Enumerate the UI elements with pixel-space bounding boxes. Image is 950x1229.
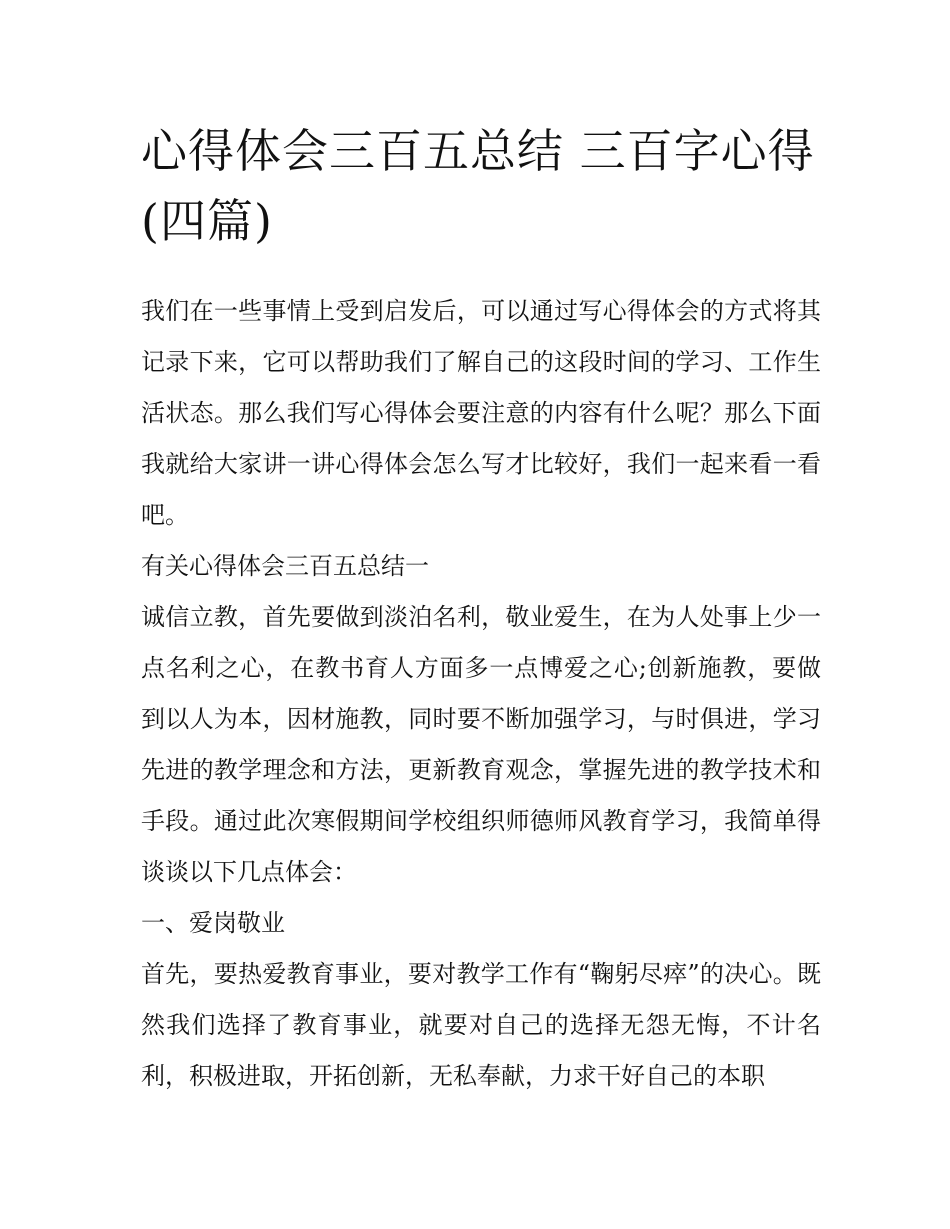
section-heading: 有关心得体会三百五总结一: [141, 552, 429, 580]
body-paragraph: 诚信立教，首先要做到淡泊名利，敬业爱生，在为人处事上少一点名利之心，在教书育人方面多一点博爱之心;创新施教，要做到以人为本，因材施教，同时要不断加强学习，与时俱进，学习先进的教学理念和方法，更新教育观念，掌握先进的教学技术和手段。通过此次寒假期间学校组织师德师风教育学习，我简单得谈谈以下几点体会：: [141, 603, 821, 886]
intro-paragraph: 我们在一些事情上受到启发后，可以通过写心得体会的方式将其记录下来，它可以帮助我们了解自己的这段时间的学习、工作生活状态。那么我们写心得体会要注意的内容有什么呢？那么下面我就给大家讲一讲心得体会怎么写才比较好，我们一起来看一看吧。: [141, 297, 821, 529]
subsection-heading: 一、爱岗敬业: [141, 909, 285, 937]
document-page: [141, 116, 821, 1102]
document-title: 心得体会三百五总结 三百字心得(四篇): [141, 124, 815, 248]
body-paragraph: 首先，要热爱教育事业，要对教学工作有“鞠躬尽瘁”的决心。既然我们选择了教育事业，就要对自己的选择无怨无悔，不计名利，积极进取，开拓创新，无私奉献，力求干好自己的本职: [141, 960, 821, 1090]
document-body: [141, 286, 821, 1102]
